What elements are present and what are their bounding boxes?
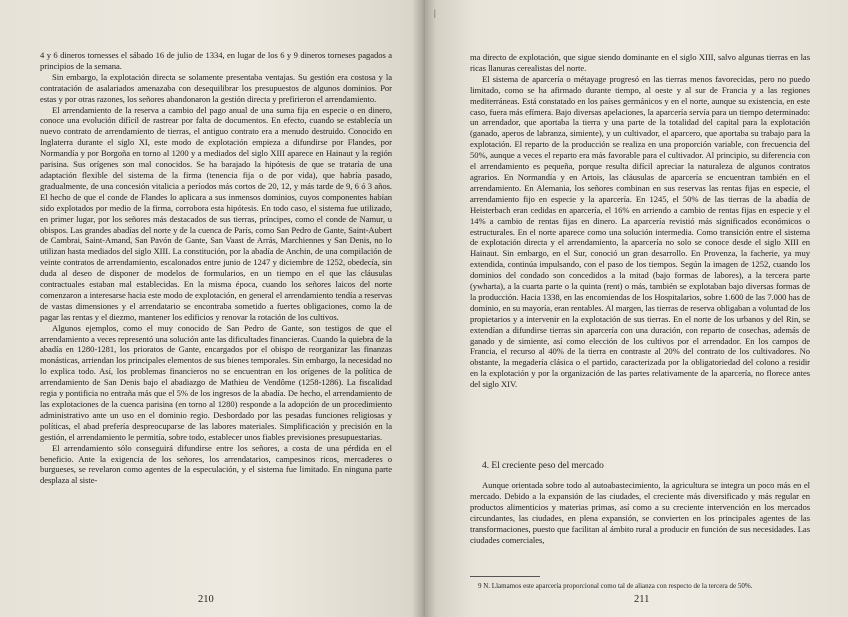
paragraph: Aunque orientada sobre todo al autoabastecimiento, la agricultura se integra un poco más en el mercado. Debido a la expansión de las ciudades, el creciente más diversificado y más regular en productos alimenticios y materias primas, así como a su creciente intervención en los mercados circundantes, las ciudades, en plena expansión, se convierten en los principales agentes de las transformaciones, puesto que facilitan al ámbito rural a producir en función de sus necesidades. Las ciudades comerciales, [470,480,810,545]
footnote-divider [470,576,540,577]
right-page [424,0,848,617]
paragraph: El arrendamiento de la reserva a cambio del pago anual de una suma fija en especie o en dinero, conoce una evolución difícil de rastrear por falta de documentos. En efecto, cuando se establecía un nuevo contrato de arrendamiento de tierras, el antiguo contrato era a menudo destruido. Conocido en Inglaterra durante el siglo XI, este modo de explotación empieza a difundirse por Flandes, por Normandía y por Borgoña en torno al 1200 y a mediados del siglo XIII aparece en Hainaut y la región parisina. Sus orígenes son mal conocidos. Se ha barajado la hipótesis de que se trataría de una adaptación flexible del sistema de la firma (tenencia fija o de por vida), que habría pasado, gradualmente, de una concesión vitalicia a períodos más cortos de 20, 12, y más tarde de 9, 6 ó 3 años. El hecho de que el conde de Flandes lo aplicara a sus inmensos dominios, cuyos componentes habían sido explotados por medio de la firma, corrobora esta hipótesis. En todo caso, el sistema fue utilizado, en primer lugar, por los señores más destacados de sus tierras, príncipes, como el conde de Namur, u obispos. Las grandes abadías del norte y de la cuenca de París, como San Pedro de Gante, Saint-Aubert de Cambrai, Saint-Amand, San Pavón de Gante, San Vaast de Arrás, Marchiennes y San Denis, no lo utilizan hasta mediados del siglo XIII. La constitución, por la abadía de Anchin, de una compilación de veinte contratos de arrendamiento, escalonados entre junio de 1247 y diciembre de 1252, obedecía, sin duda al deseo de disponer de modelos de formularios, en un tiempo en el que las cláusulas contractuales estaban mal establecidas. En la misma época, cuando los señores laicos del norte comenzaron a interesarse hacia este modo de explotación, en general el arrendamiento tendía a reservas de vastas dimensiones y el arrendatario se encontraba sometido a fuertes obligaciones, como la de pagar las rentas y el diezmo, mantener los edificios y renovar la rotación de los cultivos. [40,104,392,322]
section-heading: 4. El creciente peso del mercado [482,461,604,471]
paragraph: Sin embargo, la explotación directa se solamente presentaba ventajas. Su gestión era costosa y la contratación de asalariados amenazaba con desequilibrar los presupuestos de algunos dominios. Por estas y por otras razones, los señores abandonaron la gestión directa y prefirieron el arrendamiento. [40,71,392,104]
paragraph: ma directo de explotación, que sigue siendo dominante en el siglo XIII, salvo algunas tierras en las ricas llanuras cerealistas del norte. [470,52,810,73]
top-marker: | [434,8,436,18]
page-number-right: 211 [634,594,650,605]
paragraph: Algunos ejemplos, como el muy conocido de San Pedro de Gante, son testigos de que el arrendamiento a veces representó una solución ante las dificultades financieras. Cuando la quiebra de la abadía en 1280-1281, los prioratos de Gante, encargados por el obispo de reorganizar las finanzas monásticas, arriendan los principales elementos de sus bienes temporales. Sin embargo, la necesidad no lo explica todo. Así, los problemas financieros no se encuentran en los orígenes de la política de arrendamiento de San Denis bajo el abadiazgo de Mathieu de Vendôme (1258-1286). La fiscalidad regia y pontificia no entraña más que el 5% de los ingresos de la abadía. De hecho, el arrendamiento de las explotaciones de la cuenca parisina (en torno al 1280) responde a la adopción de un procedimiento administrativo ante un uso en el dominio regio. Desbordado por las pesadas funciones religiosas y políticas, el abad prefería despreocuparse de las labores materiales. Simplificación y precisión en la gestión, el arrendamiento le permitía, sobre todo, establecer unos fiables previsiones presupuestarias. [40,322,392,442]
paragraph: 4 y 6 dineros tornesses el sábado 16 de julio de 1334, en lugar de los 6 y 9 dineros torneses pagados a principios de la semana. [40,50,392,71]
right-page-body-continued [470,480,810,545]
right-page-body [470,52,810,390]
paragraph: El arrendamiento sólo conseguirá difundirse entre los señores, a costa de una pérdida en el beneficio. Ante la exigencia de los señores, los arrendatarios, campesinos ricos, mercaderes o burgueses, se revelaron como agentes de la especulación, y el sistema fue limitado. En ninguna parte desplaza al siste- [40,442,392,486]
left-page-body [40,50,392,486]
page-number-left: 210 [198,594,214,605]
footnote: 9 N. Llamamos este aparcería proporcional como tal de alianza con respecto de la tercera de 50%. [478,582,753,590]
paragraph: El sistema de aparcería o métayage progresó en las tierras menos favorecidas, pero no puedo limitado, como se ha afirmado durante tiempo, al oeste y al sur de Francia y a las regiones mediterráneas. Está constatado en los países germánicos y en el norte, aunque su existencia, en este caso, fuera más efímera. Bajo diversas apelaciones, la aparcería servía para un tiempo determinado: un arrendador, que aportaba la tierra y una parte de la totalidad del capital para la explotación (ganado, aperos de labranza, simiente), y un cultivador, el aparcero, que aportaba su trabajo para la explotación. El reparto de la producción se realiza en una proporción variable, con frecuencia del 50%, aunque a veces el reparto era más favorable para el cultivador. Al principio, su diferencia con el arrendamiento es pequeña, porque resulta difícil apreciar la naturaleza de algunos contratos agrarios. En Normandía y en Artois, las cláusulas de aparcería se encuentran también en el arrendamiento. En Alemania, los señores combinan en sus reservas las rentas fijas en especie, el arrendamiento fijo en especie y la aparcería. En 1245, el 50% de las tierras de la abadía de Heisterbach eran cedidas en aparcería, el 16% en arriendo a cambio de rentas fijas en especie y el 14% a cambio de rentas fijas en dinero. La aparcería revistió más significados económicos o estructurales. En el norte aparece como una solución intermedia. Como transición entre el sistema de explotación directa y el arrendamiento, la aparcería no solo se conoce desde el siglo XIII en Hainaut. Sin embargo, en el Sur, conoció un gran desarrollo. En Provenza, la facherie, ya muy extendida, continúa impulsando, con el paso de los tiempos. Según la imagen de 1252, cuando los dominios del condado son concedidos a la mitad (bajo formas de labores), a la tercera parte (ywharta), a la cuarta parte o la quinta (rent) o más, también se explotaban bajo diversas formas de la producción. Hacia 1338, en las encomiendas de los Hospitalarios, sobre 1.600 de las 7.000 has de dominio, en su mayoría, eran rentables. Al margen, las tierras de reserva obligaban a voluntad de los propietarios y a intervenir en la explotación de sus tierras. En el norte de los urbanos y del Rin, se extendían a difundirse tierras sin aparcería con una duración, con reparto de cosechas, además de ganado y de simiente, así como elección de los cultivos por el arrendador. En los campos de Francia, el recurso al 40% de la tierra en contraste al 20% del contrato de los cultivadores. No obstante, la megadería clásica o el partido, caracterizada por la obligatoriedad del colono a residir en la explotación y por la organización de las partes relativamente de la aparcería, no florece antes del siglo XIV. [470,73,810,390]
